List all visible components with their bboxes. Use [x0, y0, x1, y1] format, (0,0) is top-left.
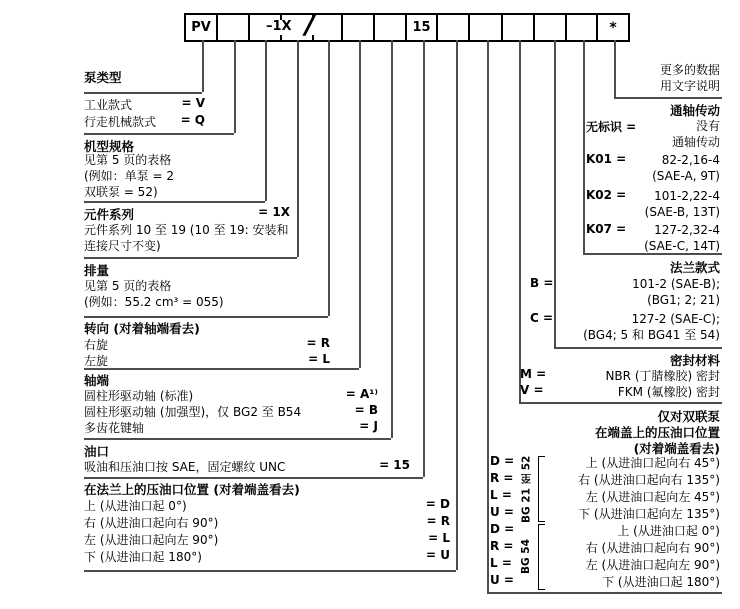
- code-cell-through-drive: [565, 13, 598, 42]
- code-option-row: [84, 497, 450, 514]
- option-description: FKM (氟橡胶) 密封: [617, 385, 720, 399]
- flange-type-heading: 法兰款式: [669, 260, 720, 275]
- group-codes: [490, 454, 514, 522]
- flange-type-entry: [528, 311, 720, 343]
- model-code-boxes: [184, 7, 630, 42]
- code-cell-flange-type: [533, 13, 567, 42]
- description-line: (BG4; 5 和 BG41 至 54): [583, 328, 720, 342]
- option-label: 多齿花键轴: [84, 421, 145, 435]
- description-line: 通轴传动: [671, 135, 720, 149]
- option-code: = D: [425, 497, 450, 511]
- group-codes: [490, 522, 514, 590]
- code-cell-displacement: [341, 13, 375, 42]
- option-code: L =: [490, 488, 512, 502]
- description-line: 127-2 (SAE-C);: [631, 312, 720, 326]
- leader-line: [234, 40, 236, 133]
- option-label: 工业款式: [84, 98, 133, 112]
- code-option-row: [84, 419, 378, 435]
- option-code: R =: [490, 471, 514, 485]
- leader-line: [423, 40, 425, 477]
- flange-type-entry: [528, 276, 720, 308]
- description-line: 用文字说明: [659, 79, 720, 93]
- description-line: (SAE-A, 9T): [652, 169, 720, 183]
- leader-line: [297, 40, 299, 257]
- seal-material-entry: [520, 383, 720, 400]
- through-drive-entry: [584, 222, 720, 254]
- description-line: 没有: [695, 119, 720, 133]
- option-label: 吸油和压油口按 SAE，固定螺纹 UNC: [84, 460, 286, 474]
- series-lines: [84, 222, 289, 254]
- description-line: (BG1; 2; 21): [647, 293, 720, 307]
- leader-line: [202, 40, 204, 92]
- option-code: = V: [181, 96, 205, 110]
- option-code: U =: [490, 505, 514, 519]
- option-label: 圆柱形驱动轴 (标准): [84, 389, 194, 403]
- section-rule: [487, 592, 722, 594]
- option-description: 上 (从进油口起向右 45°): [585, 456, 720, 470]
- through-drive-entry: [584, 118, 720, 150]
- frame-size-heading: 机型规格: [84, 139, 135, 154]
- option-description: NBR (丁腈橡胶) 密封: [605, 369, 720, 383]
- description-line: 见第 5 页的表格: [84, 153, 172, 167]
- code-option-row: [84, 531, 450, 548]
- code-option-row: [84, 548, 450, 565]
- option-code: D =: [490, 454, 515, 468]
- group-descriptions: [586, 522, 720, 590]
- slash-separator: /: [305, 7, 316, 40]
- section-rule: [84, 92, 202, 94]
- description-line: 更多的数据: [659, 63, 720, 77]
- option-code: B =: [530, 276, 554, 290]
- option-label: 右旋: [84, 338, 109, 352]
- leader-line: [519, 40, 521, 402]
- series-code: = 1X: [258, 205, 290, 219]
- ports-heading: 油口: [84, 444, 110, 459]
- option-code: L =: [490, 556, 512, 570]
- code-cell-pv: [184, 13, 218, 42]
- group-bracket: [538, 456, 545, 522]
- note-text: [660, 62, 720, 94]
- option-code: = U: [426, 548, 450, 562]
- double-pump-heading-1: 仅对双联泵: [657, 409, 720, 424]
- code-cell-series-group: [248, 7, 343, 42]
- double-pump-heading-3: (对着端盖看去): [633, 441, 720, 456]
- leader-line: [391, 40, 393, 438]
- code-star-text: *: [609, 19, 617, 36]
- shaft-end-rows: [84, 387, 378, 435]
- description-line: 元件系列 10 至 19 (10 至 19: 安装和: [84, 223, 289, 237]
- option-code: V =: [520, 383, 544, 397]
- leader-line: [614, 40, 616, 97]
- option-label: 左旋: [84, 354, 109, 368]
- option-code: = B: [354, 403, 378, 417]
- option-code: R =: [490, 539, 514, 553]
- option-code: K02 =: [586, 188, 627, 202]
- option-description: 左 (从进油口起向左 90°): [585, 558, 720, 572]
- description-line: (SAE-C, 14T): [644, 239, 720, 253]
- option-description: 左 (从进油口起向左 45°): [585, 490, 720, 504]
- series-heading: 元件系列: [84, 207, 135, 222]
- code-option-row: [84, 352, 330, 368]
- description-line: (SAE-B, 13T): [644, 205, 720, 219]
- code-option-row: [84, 113, 205, 130]
- code-series-text: –1X: [266, 19, 292, 34]
- option-code: C =: [530, 311, 554, 325]
- section-rule: [84, 477, 423, 479]
- frame-size-lines: [84, 152, 174, 200]
- code-option-row: [84, 458, 410, 474]
- leader-line: [456, 40, 458, 570]
- description-line: 双联泵 = 52): [84, 185, 158, 199]
- option-code: = 15: [379, 458, 410, 472]
- bg21-52-group: [488, 454, 720, 524]
- option-description: 下 (从进油口起向左 135°): [578, 507, 720, 521]
- option-code: 无标识 =: [586, 120, 637, 134]
- bg54-group: [488, 522, 720, 592]
- section-rule: [84, 316, 328, 318]
- code-option-row: [84, 336, 330, 352]
- pump-type-rows: [84, 96, 205, 130]
- rotated-group-label: BG 54: [520, 539, 532, 575]
- series-heading-row: [84, 205, 290, 223]
- option-code: = L: [308, 352, 330, 366]
- rotation-heading: 转向 (对着轴端看去): [84, 321, 200, 336]
- description-line: 101-2 (SAE-B);: [632, 277, 720, 291]
- option-label: 左 (从进油口起向左 90°): [84, 533, 219, 547]
- option-label: 下 (从进油口起 180°): [84, 550, 202, 564]
- leader-line: [328, 40, 330, 316]
- leader-line: [265, 40, 267, 201]
- displacement-heading: 排量: [84, 263, 110, 278]
- option-description: 下 (从进油口起 180°): [602, 575, 720, 589]
- section-rule: [554, 347, 722, 349]
- option-code: = A¹⁾: [345, 387, 378, 401]
- option-description: [528, 276, 720, 308]
- option-code: K07 =: [586, 222, 627, 236]
- pump-type-heading: 泵类型: [84, 70, 122, 85]
- option-code: = L: [428, 531, 450, 545]
- group-descriptions: [578, 454, 720, 522]
- code-cell-pump-type: [216, 13, 250, 42]
- ports-rows: [84, 458, 410, 474]
- description-line: (例如：55.2 cm³ = 055): [84, 295, 224, 309]
- description-line: 连接尺寸不变): [84, 239, 161, 253]
- shaft-end-heading: 轴端: [84, 373, 110, 388]
- option-code: = J: [359, 419, 378, 433]
- description-line: 见第 5 页的表格: [84, 279, 172, 293]
- option-code: M =: [520, 367, 547, 381]
- option-code: = Q: [180, 113, 205, 127]
- section-rule: [519, 402, 722, 404]
- flange-port-rows: [84, 497, 450, 565]
- section-rule: [84, 257, 297, 259]
- group-bracket: [538, 524, 545, 590]
- option-code: U =: [490, 573, 514, 587]
- section-rule: [84, 133, 234, 135]
- seal-material-entry: [520, 367, 720, 384]
- code-cell-ports: [405, 13, 438, 42]
- option-description: 上 (从进油口起 0°): [617, 524, 720, 538]
- option-code: = R: [306, 336, 330, 350]
- leader-line: [359, 40, 361, 368]
- code-cell-star: [596, 13, 630, 42]
- code-cell-flange-port: [436, 13, 470, 42]
- section-rule: [84, 201, 265, 203]
- option-description: [528, 311, 720, 343]
- double-pump-heading-2: 在端盖上的压油口位置: [594, 425, 720, 440]
- option-code: D =: [490, 522, 515, 536]
- code-option-row: [84, 514, 450, 531]
- code-option-row: [84, 96, 205, 113]
- option-label: 行走机械款式: [84, 115, 157, 129]
- option-description: 右 (从进油口起向右 135°): [578, 473, 720, 487]
- rotated-group-label: BG 21 至 52: [520, 455, 533, 523]
- seal-material-heading: 密封材料: [669, 353, 720, 368]
- description-line: (例如：单泵 = 2: [84, 169, 175, 183]
- through-drive-heading: 通轴传动: [669, 103, 720, 118]
- option-description: 右 (从进油口起向右 90°): [585, 541, 720, 555]
- code-pv-text: PV: [191, 20, 211, 35]
- code-cell-seal: [501, 13, 535, 42]
- through-drive-entry: [584, 152, 720, 184]
- section-rule: [614, 97, 722, 99]
- section-rule: [84, 570, 456, 572]
- section-rule: [84, 438, 391, 440]
- cell-divider-tick: [280, 35, 282, 40]
- code-cell-double-pump-port: [468, 13, 503, 42]
- option-code: K01 =: [586, 152, 627, 166]
- code-ports-text: 15: [412, 20, 431, 35]
- option-label: 右 (从进油口起向右 90°): [84, 516, 219, 530]
- code-option-row: [84, 403, 378, 419]
- description-line: 127-2,32-4: [654, 223, 720, 237]
- description-line: 101-2,22-4: [654, 189, 720, 203]
- section-rule: [84, 368, 359, 370]
- rotation-rows: [84, 336, 330, 368]
- code-option-row: [84, 387, 378, 403]
- displacement-lines: [84, 278, 224, 310]
- option-code: = R: [426, 514, 450, 528]
- option-label: 圆柱形驱动轴 (加强型)，仅 BG2 至 B54: [84, 405, 302, 419]
- code-cell-rotation: [373, 13, 407, 42]
- option-label: 上 (从进油口起 0°): [84, 499, 187, 513]
- description-line: 82-2,16-4: [661, 153, 720, 167]
- through-drive-entry: [584, 188, 720, 220]
- flange-port-heading: 在法兰上的压油口位置 (对着端盖看去): [84, 482, 300, 497]
